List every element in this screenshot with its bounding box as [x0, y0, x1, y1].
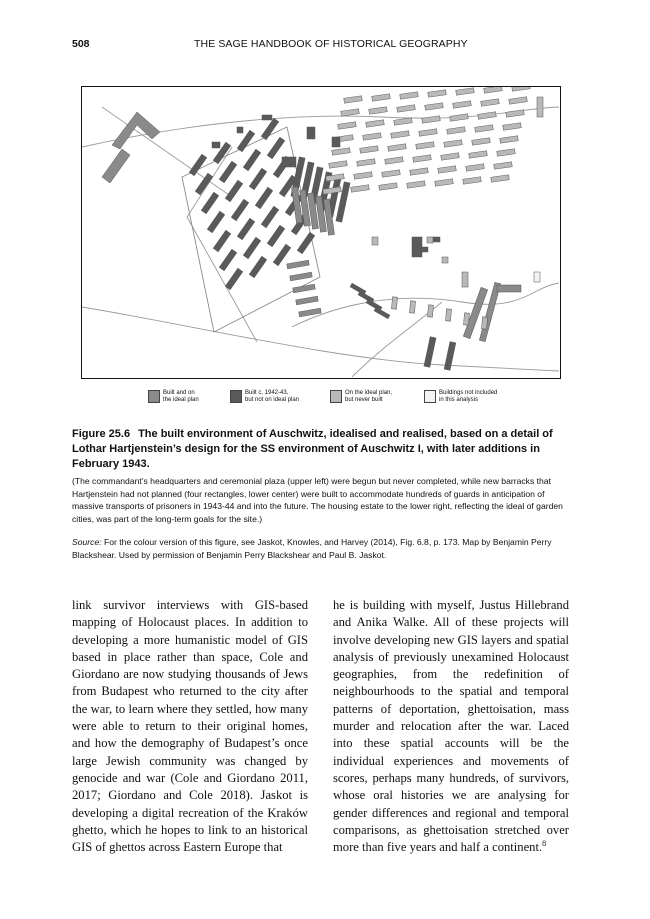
map-prisoner-block [219, 249, 237, 270]
map-planned-block [416, 142, 435, 149]
map-planned-block [456, 88, 475, 95]
running-header [72, 38, 572, 52]
legend-label: Buildings not included in this analysis [439, 390, 498, 403]
map-prisoner-block [255, 187, 273, 208]
map-small-building [422, 247, 428, 252]
map-planned-block [453, 101, 472, 108]
map-planned-block [422, 116, 441, 123]
map-planned-block [332, 148, 351, 155]
map-prisoner-block [273, 244, 291, 265]
figure-caption-title [72, 427, 572, 472]
map-prisoner-block [243, 149, 261, 170]
legend-item-not-included [424, 390, 509, 403]
map-planned-block [500, 136, 519, 143]
map-planned-block [419, 129, 438, 136]
map-housing [427, 305, 433, 317]
map-headquarters-wing [102, 149, 130, 183]
map-planned-block [444, 140, 463, 147]
map-planned-block [450, 114, 469, 121]
map-housing [445, 309, 451, 321]
body-column-right [333, 597, 569, 856]
map-small-building [282, 157, 296, 167]
map-housing [463, 313, 469, 325]
map-planned-block [497, 149, 516, 156]
map-planned-block [372, 94, 391, 101]
map-block [296, 296, 319, 305]
source-label: Source: [72, 537, 102, 547]
map-prisoner-block [225, 180, 243, 201]
map-planned-block [469, 151, 488, 158]
map-planned-block [382, 170, 401, 177]
map-housing [391, 297, 397, 309]
auschwitz-site-map [81, 86, 561, 379]
map-outbuilding [537, 97, 543, 117]
map-prisoner-block [213, 230, 231, 251]
map-planned-block [354, 172, 373, 179]
map-small-building [307, 127, 315, 139]
map-small-building [412, 237, 422, 257]
figure-number: Figure 25.6 [72, 428, 131, 440]
map-prisoner-block [267, 225, 285, 246]
body-column-left: link survivor interviews with GIS-based mapping of Holocaust places. In addition to developing a more humanistic model of GIS based in place rather than space, Cole and Giordano are now studying thousands of Jews from Budapest who returned to the city after the war, to learn where they settled, how many were able to return to their original homes, and how the demography of Budapest’s once large Jewish community was changed by genocide and war (Cole and Giordano 2011, 2017; Giordano and Cole 2018). Jaskot is developing a digital recreation of the Kraków ghetto, which he hopes to link to an historical GIS of ghettos across Eastern Europe that [72, 598, 308, 855]
figure-caption-body: (The commandant’s headquarters and ceremonial plaza (upper left) were begun but never completed, while new barracks that Hartjenstein had not planned (four rectangles, lower center) were built to accommodate hundreds of guards in anticipation of massive transports of prisoners in 1943-44 and into the future. The housing estate to the lower right, reflecting the ideal of garden cities, was part of the long-term goals for the site.) [72, 476, 563, 524]
map-planned-block [360, 146, 379, 153]
map-small-building [332, 137, 340, 147]
map-block [287, 260, 310, 269]
map-planned-block [441, 153, 460, 160]
legend-item-built-ideal [148, 390, 233, 403]
map-prisoner-block [249, 168, 267, 189]
legend-item-built-not-ideal [230, 390, 315, 403]
map-planned-block [400, 92, 419, 99]
map-planned-block [512, 87, 531, 91]
map-housing [409, 301, 415, 313]
map-outbuilding [534, 272, 540, 282]
map-small-building [442, 257, 448, 263]
map-planned-block [363, 133, 382, 140]
map-planned-block [506, 110, 525, 117]
map-planned-block [447, 127, 466, 134]
map-planned-block [484, 87, 503, 93]
map-guard-barrack [424, 337, 436, 368]
map-planned-block [329, 161, 348, 168]
map-prisoner-block [237, 218, 255, 239]
map-planned-block [394, 118, 413, 125]
map-prisoner-block [261, 206, 279, 227]
map-prisoner-block [225, 268, 243, 289]
map-planned-block [438, 166, 457, 173]
map-prisoner-block [249, 256, 267, 277]
map-planned-block [428, 90, 447, 97]
map-prisoner-block [219, 161, 237, 182]
map-planned-block [425, 103, 444, 110]
map-small-building [462, 272, 468, 287]
map-prisoner-block [261, 118, 279, 139]
map-block [290, 272, 313, 281]
map-planned-block [503, 123, 522, 130]
map-planned-block [341, 109, 360, 116]
map-planned-block [466, 164, 485, 171]
map-planned-block [410, 168, 429, 175]
map-planned-block [475, 125, 494, 132]
running-title: THE SAGE HANDBOOK OF HISTORICAL GEOGRAPHY [194, 38, 468, 50]
figure-source [72, 536, 572, 561]
map-planned-block [463, 177, 482, 184]
map-legend [148, 390, 568, 410]
map-prisoner-block [195, 173, 213, 194]
map-planned-block [366, 120, 385, 127]
map-planned-block [385, 157, 404, 164]
legend-swatch-ideal-not-built [330, 390, 342, 403]
map-prisoner-block [231, 199, 249, 220]
map-prisoner-block [189, 154, 207, 175]
map-planned-block [478, 112, 497, 119]
map-planned-block [338, 122, 357, 129]
footnote-marker: 8 [542, 838, 547, 848]
map-small-building [212, 142, 220, 148]
map-small-building [427, 237, 433, 243]
map-small-building [262, 115, 272, 120]
map-housing [481, 317, 487, 329]
legend-label: Built c. 1942-43, but not on ideal plan [245, 390, 300, 403]
map-planned-block [388, 144, 407, 151]
map-prisoner-block [237, 130, 255, 151]
legend-swatch-not-included [424, 390, 436, 403]
map-planned-block [357, 159, 376, 166]
legend-item-ideal-not-built [330, 390, 415, 403]
map-prisoner-block [267, 137, 285, 158]
map-planned-block [481, 99, 500, 106]
map-prisoner-block [243, 237, 261, 258]
map-drawing [82, 87, 559, 377]
map-housing-block [497, 285, 521, 292]
map-planned-block [344, 96, 363, 103]
map-planned-block [397, 105, 416, 112]
map-planned-block [391, 131, 410, 138]
page-number: 508 [72, 38, 90, 50]
map-small-building [237, 127, 243, 133]
source-text: For the colour version of this figure, see Jaskot, Knowles, and Harvey (2014), Fig. 6.8, p. 173. Map by Benjamin Perry Blackshear. Used by permission of Benjamin Perry Blackshear and Paul B. Jaskot. [72, 537, 552, 560]
map-planned-block [494, 162, 513, 169]
legend-label: On the ideal plan, but never built [345, 390, 393, 403]
map-planned-block [472, 138, 491, 145]
map-planned-block [369, 107, 388, 114]
map-prisoner-block [207, 211, 225, 232]
map-planned-block [351, 185, 370, 192]
map-planned-block [407, 181, 426, 188]
legend-swatch-built-ideal [148, 390, 160, 403]
map-planned-block [509, 97, 528, 104]
map-block [374, 307, 390, 318]
figure-title: The built environment of Auschwitz, idealised and realised, based on a detail of Lothar Hartjenstein’s design for the SS environment of Auschwitz I, with later additions in February 1943. [72, 428, 553, 470]
map-planned-block [379, 183, 398, 190]
map-planned-block [491, 175, 510, 182]
map-planned-block [435, 179, 454, 186]
legend-label: Built and on the ideal plan [163, 390, 199, 403]
map-prisoner-block [201, 192, 219, 213]
body-column-right-text: he is building with myself, Justus Hillebrand and Anika Walke. All of these projects will involve developing new GIS layers and spatial analysis of previously unexamined Holocaust geographies, from the redefinition of neighbourhoods to the spatial and temporal patterns of deportation, ghettoisation, mass murder and relocation after the war. Laced into these spatial accounts will be the individual experiences and movements of scores, perhaps many hundreds, of survivors, whose oral histories we are analysing for gender differences and regional and temporal comparisons, as ghettoisation stretched over more than five years and half a continent. [333, 598, 569, 855]
map-planned-block [413, 155, 432, 162]
legend-swatch-built-not-ideal [230, 390, 242, 403]
map-small-building [372, 237, 378, 245]
